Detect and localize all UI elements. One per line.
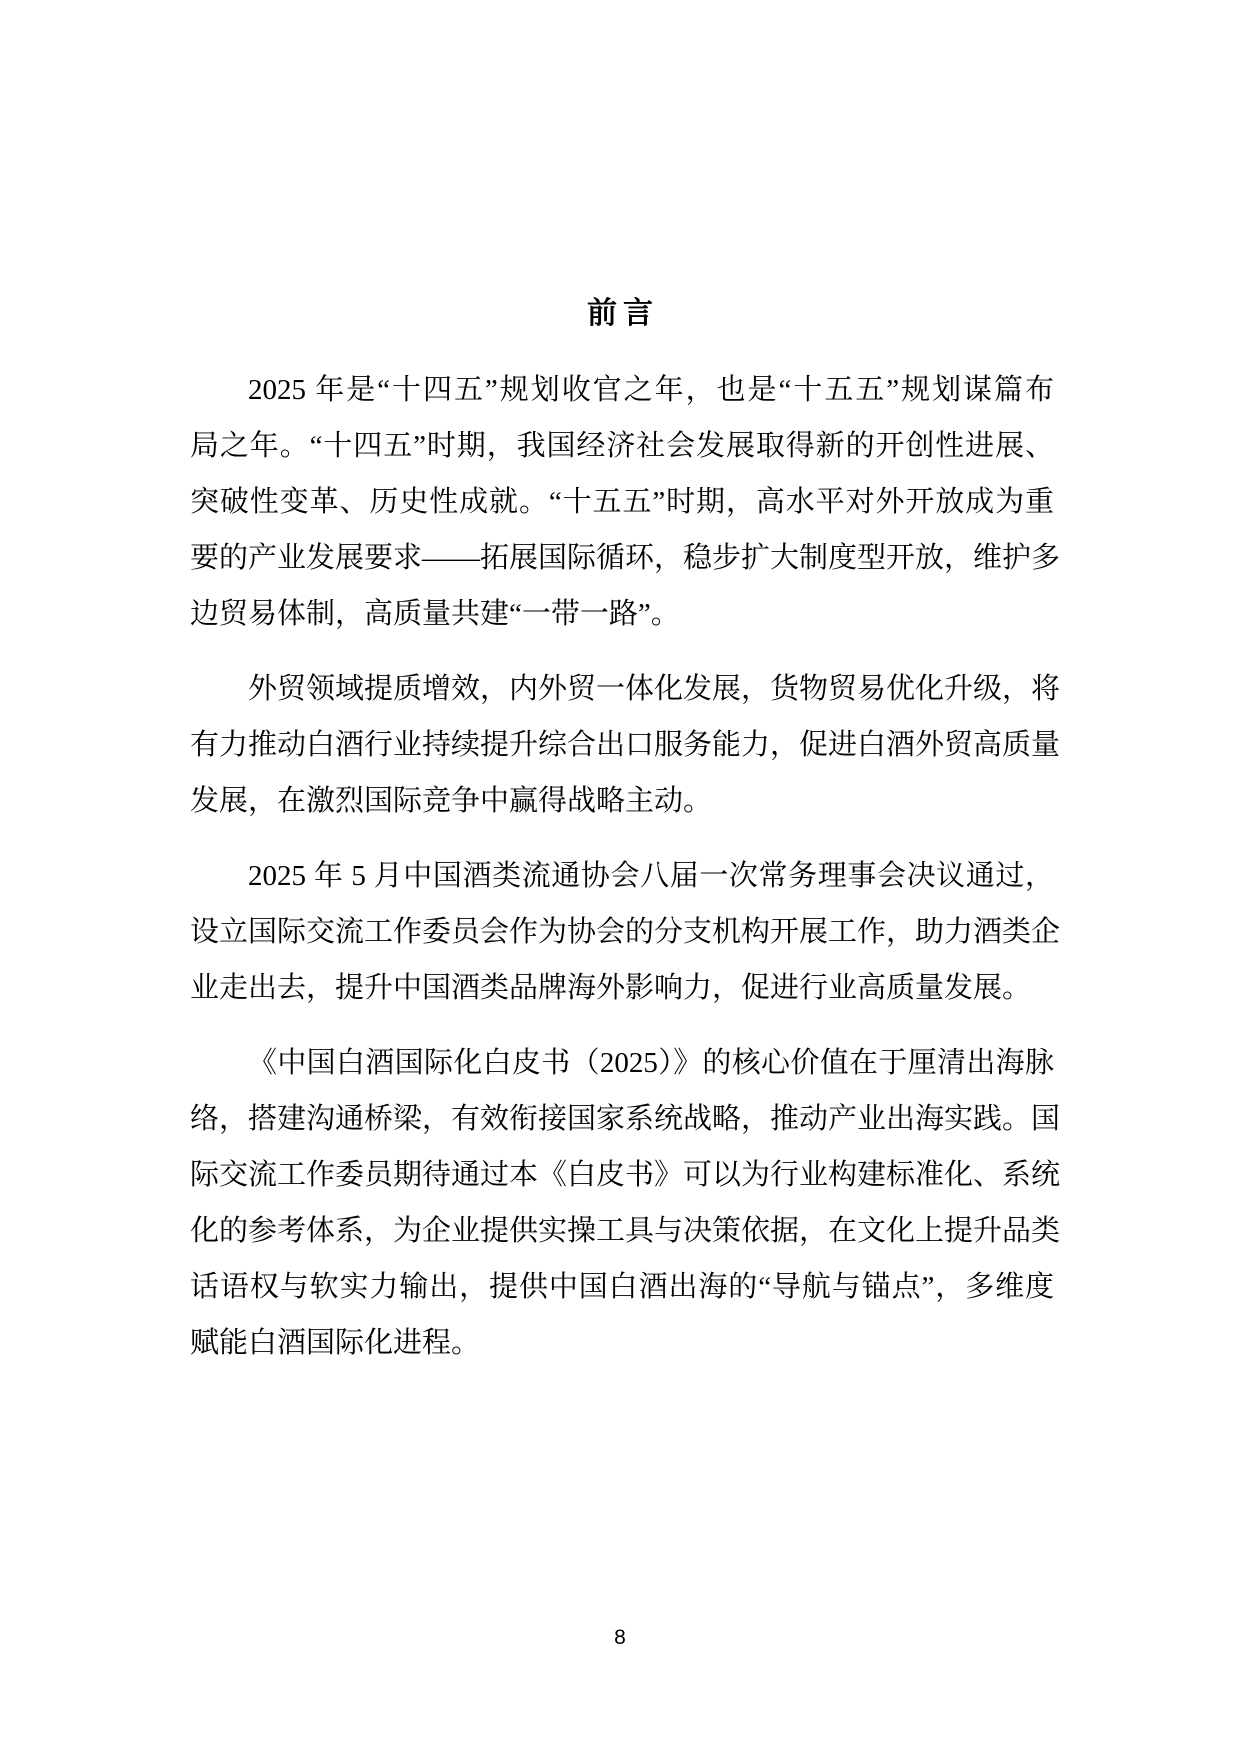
paragraph-4 xyxy=(190,1035,1061,1371)
text-line: 设立国际交流工作委员会作为协会的分支机构开展工作，助力酒类企 xyxy=(190,916,1061,948)
page-title: 前言 xyxy=(587,297,659,330)
text-line: 际交流工作委员期待通过本《白皮书》可以为行业构建标准化、系统 xyxy=(190,1159,1061,1191)
paragraph-3 xyxy=(190,848,1061,1016)
preface-body xyxy=(190,362,1061,1390)
text-line: 外贸领域提质增效，内外贸一体化发展，货物贸易优化升级，将 xyxy=(248,673,1061,705)
text-line: 发展，在激烈国际竞争中赢得战略主动。 xyxy=(190,785,713,817)
text-line: 话语权与软实力输出，提供中国白酒出海的“导航与锚点”，多维度 xyxy=(190,1271,1054,1303)
text-line: 突破性变革、历史性成就。“十五五”时期，高水平对外开放成为重 xyxy=(190,486,1054,518)
text-line: 络，搭建沟通桥梁，有效衔接国家系统战略，推动产业出海实践。国 xyxy=(190,1103,1061,1135)
text-line: 2025 年 5 月中国酒类流通协会八届一次常务理事会决议通过， xyxy=(248,860,1054,892)
text-line: 有力推动白酒行业持续提升综合出口服务能力，促进白酒外贸高质量 xyxy=(190,729,1061,761)
text-line: 边贸易体制，高质量共建“一带一路”。 xyxy=(190,598,680,630)
paragraph-2 xyxy=(190,661,1061,829)
text-line: 要的产业发展要求——拓展国际循环，稳步扩大制度型开放，维护多 xyxy=(190,542,1061,574)
text-line: 赋能白酒国际化进程。 xyxy=(190,1327,481,1359)
text-line: 2025 年是“十四五”规划收官之年，也是“十五五”规划谋篇布 xyxy=(248,374,1054,406)
text-line: 化的参考体系，为企业提供实操工具与决策依据，在文化上提升品类 xyxy=(190,1215,1061,1247)
text-line: 局之年。“十四五”时期，我国经济社会发展取得新的开创性进展、 xyxy=(190,430,1054,462)
page-number: 8 xyxy=(614,1626,626,1649)
text-line: 《中国白酒国际化白皮书（2025）》的核心价值在于厘清出海脉 xyxy=(248,1047,1054,1079)
text-line: 业走出去，提升中国酒类品牌海外影响力，促进行业高质量发展。 xyxy=(190,972,1032,1004)
paragraph-1 xyxy=(190,362,1061,642)
